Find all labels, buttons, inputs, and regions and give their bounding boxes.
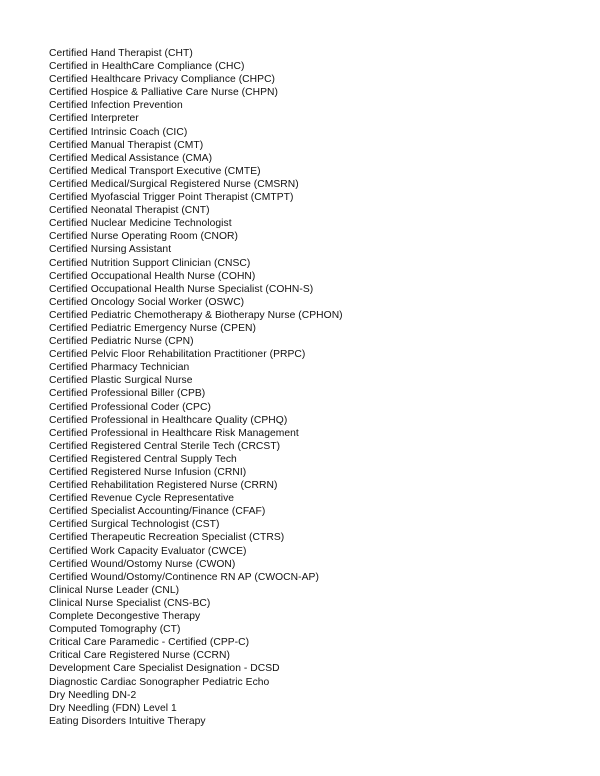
list-item: Complete Decongestive Therapy xyxy=(49,611,201,623)
list-item: Certified Rehabilitation Registered Nurse (CRRN) xyxy=(49,480,278,492)
list-item: Certified Intrinsic Coach (CIC) xyxy=(49,126,188,138)
list-item: Certified Nuclear Medicine Technologist xyxy=(49,218,232,230)
list-item: Computed Tomography (CT) xyxy=(49,624,181,636)
list-item: Certified Pediatric Nurse (CPN) xyxy=(49,336,194,348)
list-item: Certified Hand Therapist (CHT) xyxy=(49,48,193,59)
list-item: Certified Oncology Social Worker (OSWC) xyxy=(49,296,245,308)
list-item: Certified Healthcare Privacy Compliance (CHPC) xyxy=(49,74,276,86)
list-item: Certified Nursing Assistant xyxy=(49,244,172,256)
list-item: Certified Plastic Surgical Nurse xyxy=(49,375,193,387)
list-item: Certified Wound/Ostomy Nurse (CWON) xyxy=(49,558,236,570)
list-item: Diagnostic Cardiac Sonographer Pediatric Echo xyxy=(49,676,270,688)
list-item: Certified Medical Transport Executive (CMTE) xyxy=(49,165,261,177)
list-item: Critical Care Registered Nurse (CCRN) xyxy=(49,650,230,662)
list-item: Certified Registered Nurse Infusion (CRNI) xyxy=(49,467,247,478)
list-item: Certified in HealthCare Compliance (CHC) xyxy=(49,61,245,73)
list-item: Dry Needling (FDN) Level 1 xyxy=(49,702,177,714)
list-item: Dry Needling DN-2 xyxy=(49,689,137,701)
list-item: Certified Registered Central Supply Tech xyxy=(49,453,237,465)
list-item: Certified Wound/Ostomy/Continence RN AP (CWOCN-AP) xyxy=(49,571,319,583)
list-item: Certified Pharmacy Technician xyxy=(49,362,190,374)
list-item: Certified Occupational Health Nurse Specialist (COHN-S) xyxy=(49,283,314,295)
list-item: Certified Hospice & Palliative Care Nurse (CHPN) xyxy=(49,87,279,99)
list-item: Clinical Nurse Leader (CNL) xyxy=(49,584,180,596)
list-item: Development Care Specialist Designation - DCSD xyxy=(49,663,280,675)
list-item: Certified Revenue Cycle Representative xyxy=(49,493,235,505)
list-item: Certified Neonatal Therapist (CNT) xyxy=(49,205,210,217)
list-item: Certified Interpreter xyxy=(49,113,139,125)
list-item: Certified Myofascial Trigger Point Therapist (CMTPT) xyxy=(49,192,294,204)
list-item: Certified Professional in Healthcare Quality (CPHQ) xyxy=(49,414,288,426)
list-item: Certified Nurse Operating Room (CNOR) xyxy=(49,231,238,243)
list-item: Certified Medical/Surgical Registered Nurse (CMSRN) xyxy=(49,178,299,190)
list-item: Certified Specialist Accounting/Finance (CFAF) xyxy=(49,506,266,518)
list-item: Certified Infection Prevention xyxy=(49,100,183,112)
list-item: Certified Professional Biller (CPB) xyxy=(49,388,206,400)
list-item: Certified Nutrition Support Clinician (CNSC) xyxy=(49,257,251,269)
list-item: Certified Professional Coder (CPC) xyxy=(49,401,211,413)
list-item: Certified Manual Therapist (CMT) xyxy=(49,139,204,151)
list-item: Certified Professional in Healthcare Risk Management xyxy=(49,427,299,439)
list-item: Certified Therapeutic Recreation Specialist (CTRS) xyxy=(49,532,285,544)
list-item: Certified Work Capacity Evaluator (CWCE) xyxy=(49,545,247,557)
list-item: Certified Pelvic Floor Rehabilitation Practitioner (PRPC) xyxy=(49,349,306,361)
list-item: Certified Occupational Health Nurse (COHN) xyxy=(49,270,256,282)
list-item: Clinical Nurse Specialist (CNS-BC) xyxy=(49,597,211,609)
list-item: Certified Pediatric Chemotherapy & Biotherapy Nurse (CPHON) xyxy=(49,309,343,321)
list-item: Certified Medical Assistance (CMA) xyxy=(49,152,213,164)
list-item: Certified Registered Central Sterile Tech (CRCST) xyxy=(49,440,281,452)
certification-list xyxy=(49,47,569,728)
list-item: Critical Care Paramedic - Certified (CPP-C) xyxy=(49,637,250,649)
list-item: Eating Disorders Intuitive Therapy xyxy=(49,715,206,727)
list-item: Certified Pediatric Emergency Nurse (CPEN) xyxy=(49,322,256,334)
list-item: Certified Surgical Technologist (CST) xyxy=(49,519,220,531)
